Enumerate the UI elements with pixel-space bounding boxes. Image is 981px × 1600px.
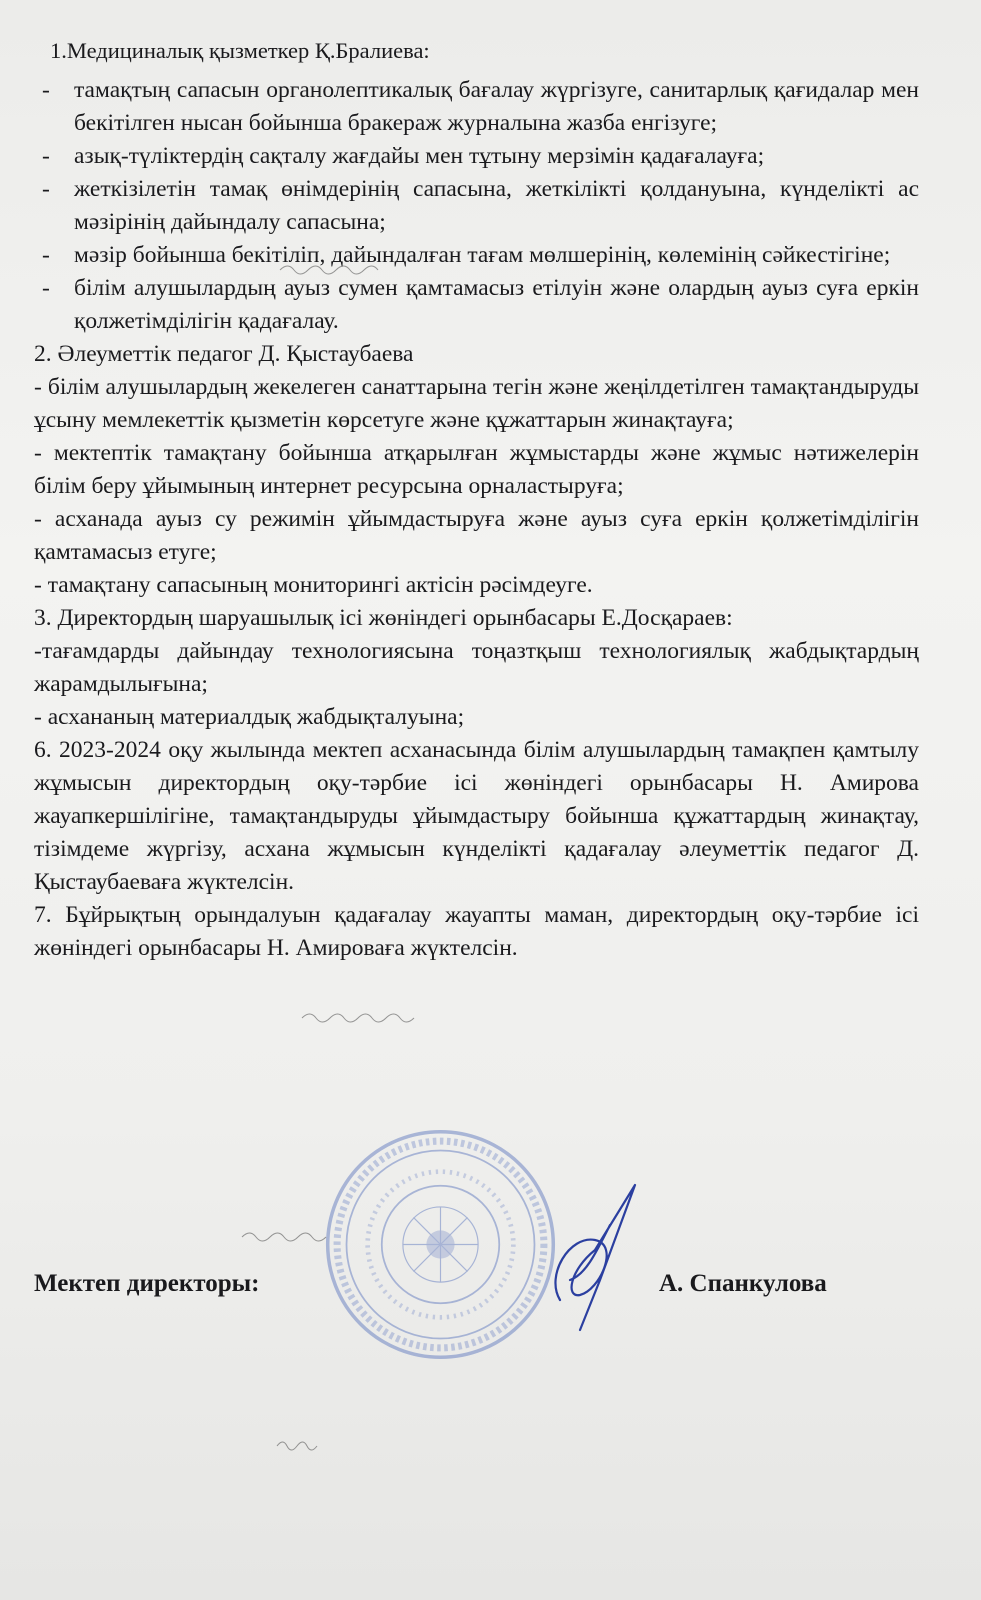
list-item: - асхананың материалдық жабдықталуына; <box>34 704 465 730</box>
list-item: - тамақтану сапасының мониторингі актісін рәсімдеуге. <box>34 572 593 598</box>
pencil-mark <box>275 1436 320 1454</box>
section1-list <box>34 74 919 338</box>
list-item: - тамақтың сапасын органолептикалық бағалау жүргізуге, санитарлық қағидалар мен бекітілген нысан бойынша бракераж журналына жазба енгізуге; <box>42 77 919 136</box>
list-item: - мәзір бойынша бекітіліп, дайындалған тағам мөлшерінің, көлемінің сәйкестігіне; <box>42 242 891 268</box>
pencil-mark <box>300 1008 430 1026</box>
pencil-mark <box>278 258 388 278</box>
list-item: - асханада ауыз су режимін ұйымдастыруға және ауыз суға еркін қолжетімділігін қамтамасыз етуге; <box>34 506 919 565</box>
list-item: -тағамдарды дайындау технологиясына тоңазтқыш технологиялық жабдықтардың жарамдылығына; <box>34 638 919 697</box>
list-item: - жеткізілетін тамақ өнімдерінің сапасына, жеткілікті қолдануына, күнделікті ас мәзірінің дайындалу сапасына; <box>42 176 919 235</box>
list-item: - мектептік тамақтану бойынша атқарылған жұмыстарды және жұмыс нәтижелерін білім беру ұйымының интернет ресурсына орналастыруға; <box>34 440 919 499</box>
list-item: - білім алушылардың ауыз сумен қамтамасыз етілуін және олардың ауыз суға еркін қолжетімділігін қадағалау. <box>42 275 919 334</box>
pencil-mark <box>240 1225 340 1245</box>
point-6: 6. 2023-2024 оқу жылында мектеп асханасында білім алушылардың тамақпен қамтылу жұмысын директордың оқу-тәрбие ісі жөніндегі орынбасары Н. Амирова жауапкершілігіне, тамақтандыруды ұйымдастыру бойынша құжаттардың жинақтау, тізімдеме жүргізу, асхана жұмысын күнделікті қадағалау әлеуметтік педагог Д. Қыстаубаеваға жүктелсін. <box>34 737 919 895</box>
director-name: А. Спанкулова <box>659 1270 827 1297</box>
director-title: Мектеп директоры: <box>34 1270 260 1297</box>
list-item: - білім алушылардың жекелеген санаттарына тегін және жеңілдетілген тамақтандыруды ұсыну мемлекеттік қызметін көрсетуге және құжаттарын жинақтауға; <box>34 374 919 433</box>
point-7: 7. Бұйрықтың орындалуын қадағалау жауапты маман, директордың оқу-тәрбие ісі жөніндегі орынбасары Н. Амироваға жүктелсін. <box>34 902 919 961</box>
section3-heading: 3. Директордың шаруашылық ісі жөніндегі орынбасары Е.Досқараев: <box>34 605 733 631</box>
section2-heading: 2. Әлеуметтік педагог Д. Қыстаубаева <box>34 341 414 367</box>
section1-heading: 1.Медициналық қызметкер Қ.Бралиева: <box>50 38 430 63</box>
signature-block <box>34 1270 981 1330</box>
list-item: - азық-түліктердің сақталу жағдайы мен тұтыну мерзімін қадағалауға; <box>42 143 765 169</box>
